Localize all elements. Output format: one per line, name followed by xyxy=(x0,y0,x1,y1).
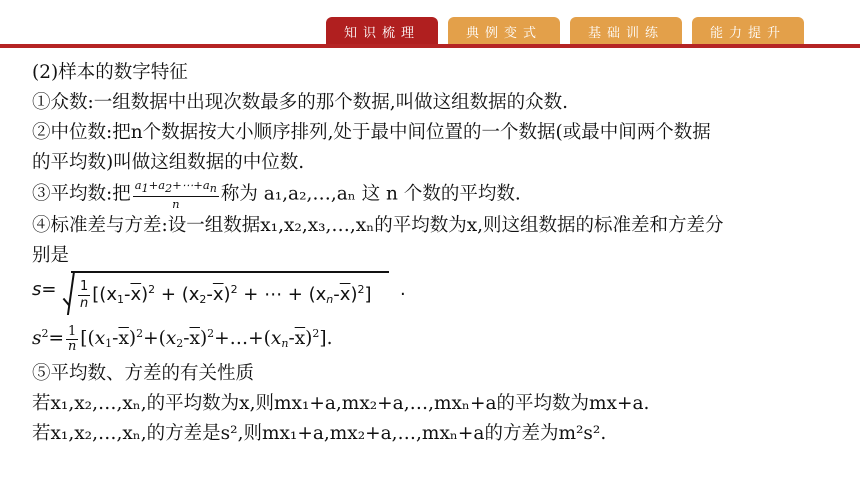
median-definition-line-1: ②中位数:把n个数据按大小顺序排列,处于最中间位置的一个数据(或最中间两个数据 xyxy=(32,122,711,143)
tab-basic-training[interactable]: 基础训练 xyxy=(570,17,682,45)
mean-fraction: $\frac{a_1+a_2+\cdots+a_n}{n}$ xyxy=(134,178,217,211)
mean-definition xyxy=(32,178,832,211)
std-formula: s= $\frac{1}{n}$ [$(x_1-\overline{x})^2 + (x_2-\overline{x})^2$ + ⋯ + $(x_n-\overline{x})^2$] . xyxy=(32,271,832,319)
section-heading: (2)样本的数字特征 xyxy=(32,62,188,83)
property-variance: 若x₁,x₂,…,xₙ,的方差是s²,则mx₁+a,mx₂+a,…,mxₙ+a的方差为m²s². xyxy=(32,423,607,444)
main-content xyxy=(32,58,832,449)
mean-prefix: ③平均数:把 xyxy=(32,183,131,205)
tab-knowledge-review[interactable]: 知识梳理 xyxy=(326,17,438,45)
properties-title: ⑤平均数、方差的有关性质 xyxy=(32,363,255,384)
property-mean: 若x₁,x₂,…,xₙ,的平均数为x,则mx₁+a,mx₂+a,…,mxₙ+a的平均数为mx+a. xyxy=(32,393,650,414)
top-nav-bar xyxy=(0,0,860,52)
median-definition-line-2: 的平均数)叫做这组数据的中位数. xyxy=(32,152,305,173)
std-definition-line-1: ④标准差与方差:设一组数据x₁,x₂,x₃,…,xₙ的平均数为x,则这组数据的标准差和方差分 xyxy=(32,215,724,236)
header-rule xyxy=(0,44,860,48)
tab-example-variants[interactable]: 典例变式 xyxy=(448,17,560,45)
variance-formula: $s^2=$ $\frac{1}{n}$ $[(x_1-\overline{x})^2+(x_2-\overline{x})^2+\dots+(x_n-\overline{x})^2]$. xyxy=(32,323,333,354)
tab-ability-improvement[interactable]: 能力提升 xyxy=(692,17,804,45)
mean-suffix: 称为 a₁,a₂,…,aₙ 这 n 个数的平均数. xyxy=(220,183,521,205)
std-definition-line-2: 别是 xyxy=(32,245,70,266)
mode-definition: ①众数:一组数据中出现次数最多的那个数据,叫做这组数据的众数. xyxy=(32,92,568,113)
